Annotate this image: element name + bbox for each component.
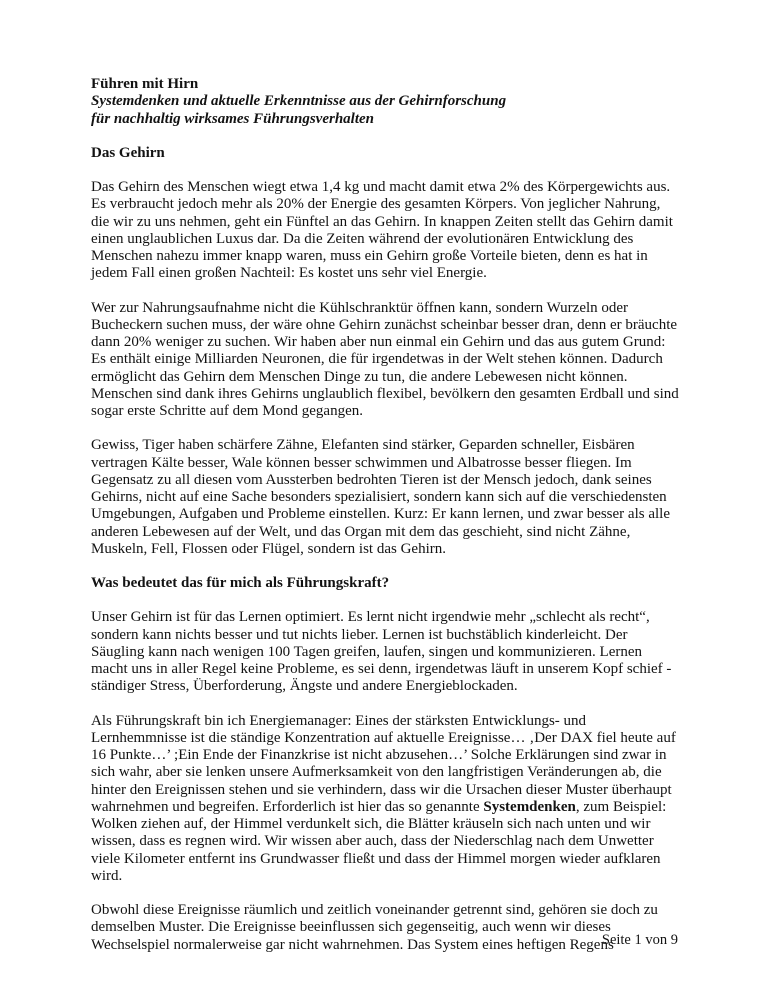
paragraph-brain-energy: Das Gehirn des Menschen wiegt etwa 1,4 kg und macht damit etwa 2% des Körpergewichts aus. Es verbraucht jedoch mehr als 20% der Energie des gesamten Körpers. Von jeglicher Nahrung, die wir zu uns nehmen, geht ein Fünftel an das Gehirn. In knappen Zeiten stellt das Gehirn damit einen unglaublichen Luxus dar. Da die Zeiten während der evolutionären Entwicklung des Menschen nahezu immer knapp waren, muss ein Gehirn große Vorteile bieten, denn es hat in jedem Fall einen großen Nachteil: Es kostet uns sehr viel Energie. <box>91 179 673 282</box>
document-subtitle-line2: für nachhaltig wirksames Führungsverhalten <box>91 110 375 127</box>
paragraph-ereignisse-muster: Obwohl diese Ereignisse räumlich und zeitlich voneinander getrennt sind, gehören sie doch zu demselben Muster. Die Ereignisse beeinflussen sich gegenseitig, auch wenn wir dieses Wechselspiel normalerweise gar nicht wahrnehmen. Das System eines heftigen Regens <box>91 902 658 953</box>
title-block <box>91 76 680 128</box>
paragraph-animals-comparison: Gewiss, Tiger haben schärfere Zähne, Elefanten sind stärker, Geparden schneller, Eisbären vertragen Kälte besser, Wale können besser schwimmen und Albatrosse besser fliegen. Im Gegensatz zu all diesen vom Aussterben bedrohten Tieren ist der Mensch jedoch, dank seines Gehirns, nicht auf eine Sache besonders spezialisiert, sondern kann sich auf die verschiedensten Umgebungen, Aufgaben und Probleme einstellen. Kurz: Er kann lernen, und zwar besser als alle anderen Lebewesen auf der Welt, und das Organ mit dem das geschieht, sind nicht Zähne, Muskeln, Fell, Flossen oder Flügel, sondern ist das Gehirn. <box>91 437 670 557</box>
paragraph-energiemanager-text-before: Als Führungskraft bin ich Energiemanager: Eines der stärksten Entwicklungs- und Lernhemmnisse ist die ständige Konzentration auf aktuelle Ereignisse… ‚Der DAX fiel heute auf 16 Punkte…’ ;Ein Ende der Finanzkrise ist nicht abzusehen…’ Solche Erklärungen sind zwar in sich wahr, aber sie lenken unsere Aufmerksamkeit von den langfristigen Veränderungen ab, die hinter den Ereignissen stehen und sie verhindern, dass wir die Ursachen dieser Muster überhaupt wahrnehmen und begreifen. Erforderlich ist hier das so genannte <box>91 712 676 815</box>
paragraph-energiemanager-text-after: , zum Beispiel: Wolken ziehen auf, der Himmel verdunkelt sich, die Blätter kräuseln sich nach unten und wir wissen, dass es regnen wird. Wir wissen aber auch, dass der Niederschlag nach dem Unwetter viele Kilometer entfernt ins Grundwasser fließt und dass der Himmel morgen wieder aufklaren wird. <box>91 798 667 884</box>
document-subtitle-line1: Systemdenken und aktuelle Erkenntnisse aus der Gehirnforschung <box>91 93 507 110</box>
paragraph-food-neurons: Wer zur Nahrungsaufnahme nicht die Kühlschranktür öffnen kann, sondern Wurzeln oder Bucheckern suchen muss, der wäre ohne Gehirn zunächst scheinbar besser dran, denn er bräuchte dann 20% weniger zu suchen. Wir haben aber nun einmal ein Gehirn und das aus gutem Grund: Es enthält einige Milliarden Neuronen, die für irgendetwas in der Welt stehen können. Dadurch ermöglicht das Gehirn dem Menschen Dinge zu tun, die andere Lebewesen nicht können. Menschen sind dank ihres Gehirns unglaublich flexibel, bevölkern den gesamten Erdball und sind sogar erste Schritte auf dem Mond gegangen. <box>91 299 679 419</box>
page-number-footer: Seite 1 von 9 <box>601 932 678 948</box>
paragraph-learning-optimized: Unser Gehirn ist für das Lernen optimiert. Es lernt nicht irgendwie mehr „schlecht als recht“, sondern kann nichts besser und tut nichts lieber. Lernen ist buchstäblich kinderleicht. Der Säugling kann nach wenigen 100 Tagen greifen, laufen, singen und kommunizieren. Lernen macht uns in aller Regel keine Probleme, es sei denn, irgendetwas läuft in unserem Kopf schief - ständiger Stress, Überforderung, Ängste und andere Energieblockaden. <box>91 609 672 695</box>
paragraph-energiemanager <box>91 713 680 886</box>
document-content <box>91 76 680 971</box>
section-heading-fuehrungskraft: Was bedeutet das für mich als Führungskraft? <box>91 575 390 591</box>
systemdenken-bold-term: Systemdenken <box>483 798 576 815</box>
document-title: Führen mit Hirn <box>91 76 199 92</box>
section-heading-das-gehirn: Das Gehirn <box>91 144 165 161</box>
